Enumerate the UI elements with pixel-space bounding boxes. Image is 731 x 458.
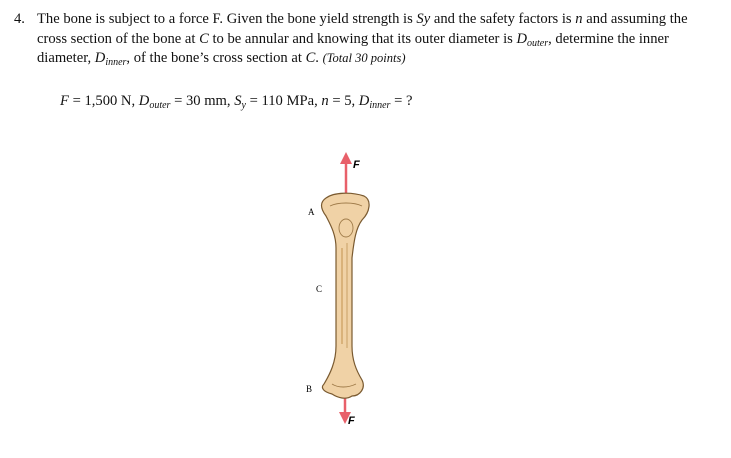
symbol-n: n	[321, 93, 329, 109]
symbol-c: C	[199, 30, 209, 47]
question-text-part: The bone is subject to a force F. Given the bone yield strength is	[37, 11, 417, 27]
point-c-label: C	[316, 284, 323, 294]
bone-diagram	[280, 148, 420, 448]
symbol-d-outer: $D_{outer}$	[138, 93, 171, 111]
question-text-part: .	[315, 50, 323, 66]
question-text-part: and the safety factors is	[430, 11, 576, 27]
question-text	[14, 10, 720, 69]
symbol-c: C	[305, 50, 316, 66]
symbol-f: F	[60, 93, 69, 109]
question-text-part: and assuming the cross section of the bone at	[37, 11, 688, 47]
symbol-sy: Sy	[416, 11, 431, 27]
tibia-bone	[322, 193, 370, 398]
unknown-inner-diameter: = ?	[390, 93, 413, 109]
given-values	[60, 93, 412, 110]
question-text-part: , determine the inner diameter,	[37, 30, 669, 66]
symbol-d-inner: $D_{inner}$	[358, 93, 391, 111]
force-value: = 1,500 N,	[68, 93, 139, 109]
point-b-label: B	[306, 384, 313, 394]
outer-diameter-value: = 30 mm,	[170, 93, 235, 109]
force-label-bottom: F	[348, 415, 355, 427]
symbol-sy: $S_y$	[234, 93, 246, 111]
symbol-n: n	[575, 11, 583, 27]
question-body	[37, 10, 720, 69]
question-text-part: to be annular and knowing that its outer diameter is	[208, 30, 517, 47]
bone-figure	[280, 148, 420, 448]
force-label-top: F	[353, 159, 360, 171]
symbol-d-inner: $D_{inner}$	[94, 50, 127, 68]
yield-strength-value: = 110 MPa,	[245, 93, 322, 109]
force-arrowhead-top	[340, 152, 352, 164]
points-label: (Total 30 points)	[322, 51, 406, 65]
question-number: 4.	[14, 11, 25, 27]
safety-factor-value: = 5,	[328, 93, 359, 109]
question-text-part: , of the bone’s cross section at	[126, 50, 306, 66]
symbol-d-outer: $D_{outer}$	[516, 30, 549, 49]
point-a-label: A	[308, 207, 315, 217]
